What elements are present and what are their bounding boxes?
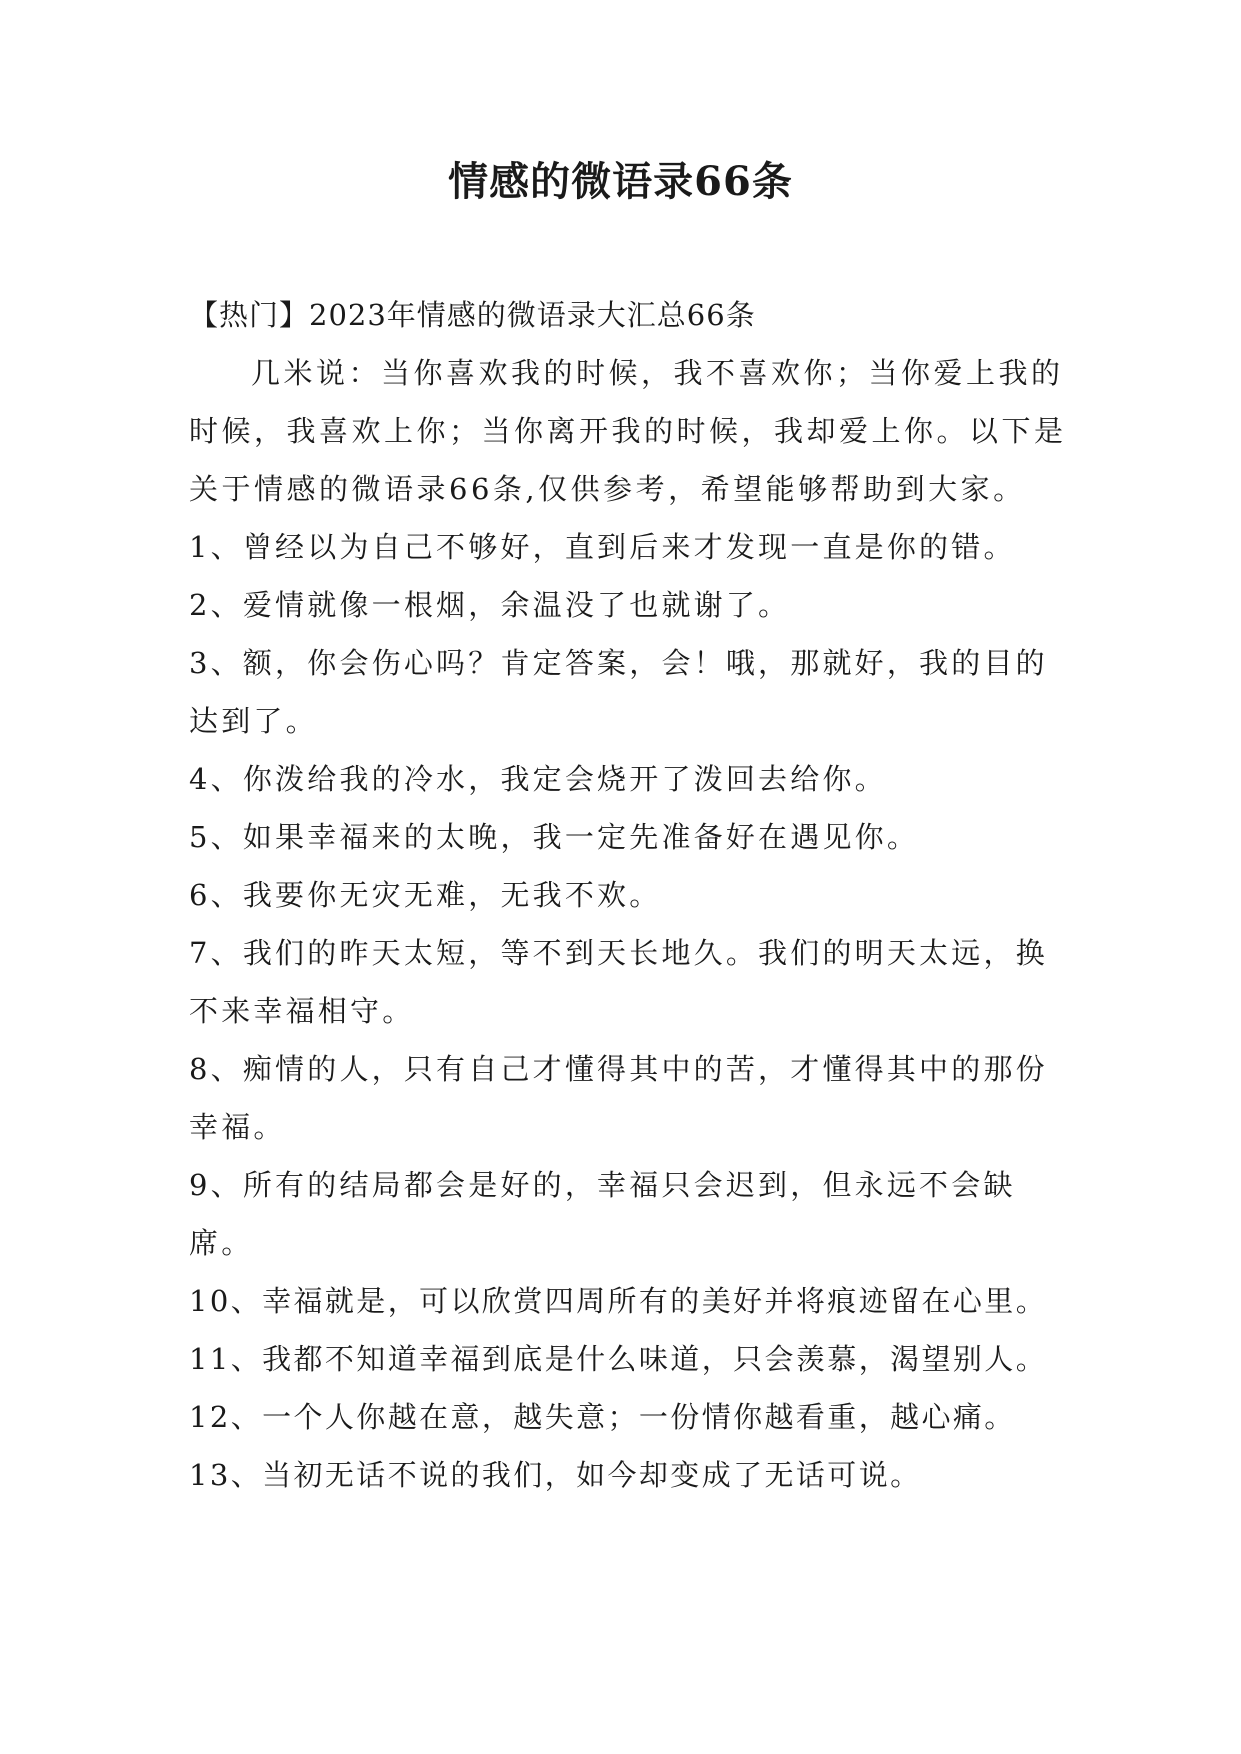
- quote-item: 10、幸福就是，可以欣赏四周所有的美好并将痕迹留在心里。: [189, 1284, 1048, 1318]
- document-body: [189, 286, 1074, 1504]
- quote-item: 6、我要你无灾无难，无我不欢。: [189, 878, 662, 912]
- intro-paragraph: 几米说：当你喜欢我的时候，我不喜欢你；当你爱上我的时候，我喜欢上你；当你离开我的时候，我却爱上你。以下是关于情感的微语录66条,仅供参考，希望能够帮助到大家。: [189, 356, 1067, 506]
- quote-item: 4、你泼给我的冷水，我定会烧开了泼回去给你。: [189, 762, 887, 796]
- quote-item: 9、所有的结局都会是好的，幸福只会迟到，但永远不会缺席。: [189, 1168, 1016, 1260]
- quote-item: 3、额，你会伤心吗？肯定答案，会！哦，那就好，我的目的达到了。: [189, 646, 1048, 738]
- page-title: 情感的微语录66条: [448, 158, 793, 205]
- quote-item: 2、爱情就像一根烟，余温没了也就谢了。: [189, 588, 791, 622]
- document-subtitle: 【热门】2023年情感的微语录大汇总66条: [189, 298, 756, 332]
- quote-item: 13、当初无话不说的我们，如今却变成了无话可说。: [189, 1458, 922, 1492]
- quote-item: 7、我们的昨天太短，等不到天长地久。我们的明天太远，换不来幸福相守。: [189, 936, 1048, 1028]
- quote-item: 1、曾经以为自己不够好，直到后来才发现一直是你的错。: [189, 530, 1016, 564]
- quote-item: 5、如果幸福来的太晚，我一定先准备好在遇见你。: [189, 820, 920, 854]
- quote-item: 11、我都不知道幸福到底是什么味道，只会羡慕，渴望别人。: [189, 1342, 1048, 1376]
- quote-item: 12、一个人你越在意，越失意；一份情你越看重，越心痛。: [189, 1400, 1016, 1434]
- quote-item: 8、痴情的人，只有自己才懂得其中的苦，才懂得其中的那份幸福。: [189, 1052, 1048, 1144]
